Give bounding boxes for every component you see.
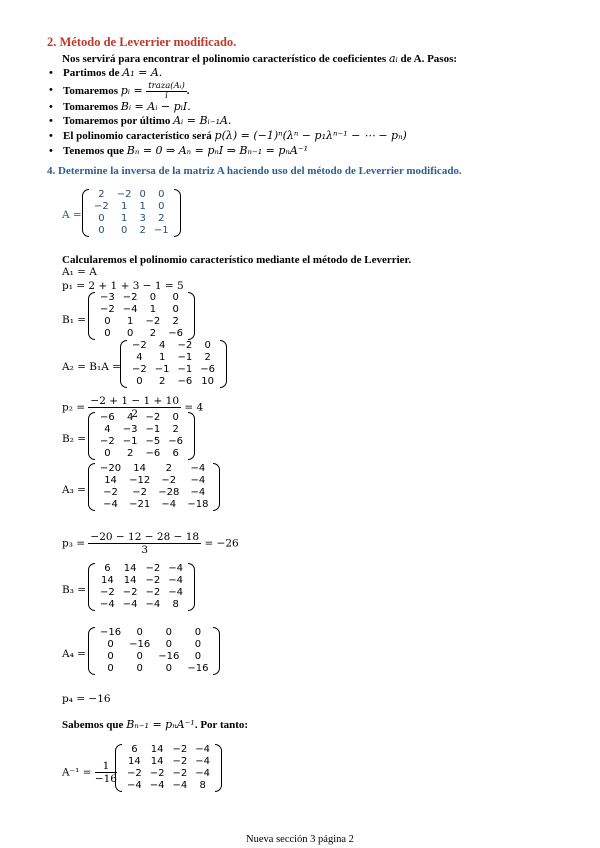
section-heading-leverrier: 2. Método de Leverrier modificado.	[47, 35, 237, 49]
matrix-cell: 0	[120, 225, 128, 236]
matrix-cell: 1	[120, 201, 128, 212]
matrix-right-paren	[188, 563, 195, 611]
matrix-B3	[88, 563, 195, 611]
matrix-cell: −4	[161, 499, 177, 510]
conclusion-math: Bₙ₋₁ = pₙA⁻¹	[126, 718, 195, 731]
step-item	[49, 100, 407, 115]
matrix-cell: −2	[127, 768, 142, 779]
step-text: Partimos de	[63, 67, 123, 79]
matrix-cell: −2	[116, 189, 132, 200]
step-item	[49, 81, 407, 100]
matrix-cell: 0	[107, 651, 114, 662]
matrix-cell: 1	[158, 352, 166, 363]
matrix-A4-label: A₄ =	[62, 648, 86, 660]
matrix-row	[96, 663, 212, 675]
matrix-row	[96, 463, 212, 475]
matrix-cell: 0	[107, 639, 114, 650]
matrix-row	[96, 316, 187, 328]
matrix-cell: 14	[123, 575, 137, 586]
matrix-cell: −4	[100, 599, 115, 610]
matrix-cell: 8	[172, 599, 179, 610]
matrix-cell: −1	[177, 352, 193, 363]
matrix-cell: 0	[136, 376, 143, 387]
matrix-A3	[88, 463, 220, 511]
matrix-cell: 2	[98, 189, 105, 200]
matrix-cell: −1	[154, 364, 170, 375]
matrix-row	[96, 563, 187, 575]
inverse-label: A⁻¹ =	[62, 766, 92, 779]
matrix-cell: 10	[201, 376, 214, 387]
matrix-cell: −2	[132, 340, 147, 351]
matrix-cell: 6	[104, 563, 111, 574]
matrix-right-paren	[188, 412, 195, 460]
matrix-cell: −16	[187, 663, 209, 674]
matrix-cell: −4	[190, 463, 206, 474]
matrix-cell: −4	[168, 563, 183, 574]
matrix-cell: −20	[100, 463, 122, 474]
matrix-cell: 14	[101, 575, 114, 586]
matrix-cell: −4	[127, 780, 142, 791]
eq-p3	[62, 531, 239, 556]
matrix-right-paren	[215, 744, 222, 792]
eq-A1: A₁ = A	[62, 266, 97, 278]
matrix-cell: −4	[122, 304, 138, 315]
matrix-cell: 4	[158, 340, 166, 351]
step-math: p(λ) = (−1)ⁿ(λⁿ − p₁λⁿ⁻¹ − ⋯ − pₙ)	[214, 129, 407, 143]
matrix-cell: −28	[158, 487, 180, 498]
step-text: Tenemos que	[63, 144, 127, 157]
calc-intro: Calcularemos el polinomio característico mediante el método de Leverrier.	[62, 254, 412, 266]
matrix-cell: −2	[145, 316, 161, 327]
matrix-cell: −2	[172, 768, 188, 779]
matrix-cell: −6	[168, 436, 183, 447]
matrix-right-paren	[188, 292, 195, 340]
step-item	[49, 129, 407, 144]
matrix-row	[128, 340, 219, 352]
matrix-cell: 2	[158, 213, 165, 224]
matrix-cell: −4	[190, 475, 206, 486]
matrix-cell: −5	[145, 436, 161, 447]
matrix-cell: 0	[139, 189, 146, 200]
matrix-row	[96, 328, 187, 340]
intro-text-b: de A. Pasos:	[397, 53, 458, 65]
matrix-cell: −2	[145, 587, 161, 598]
matrix-cell: −2	[145, 412, 161, 423]
matrix-cell: 6	[131, 744, 138, 755]
matrix-cell: 2	[165, 463, 172, 474]
matrix-row	[96, 575, 187, 587]
matrix-cell: −4	[195, 756, 210, 767]
matrix-cell: −2	[145, 563, 161, 574]
matrix-cell: 0	[98, 213, 105, 224]
matrix-A	[82, 189, 181, 237]
step-math: Bᵢ = Aᵢ − pᵢI.	[120, 99, 191, 113]
step-after: .	[186, 84, 190, 97]
matrix-cell: 0	[165, 663, 172, 674]
matrix-row	[128, 376, 219, 388]
matrix-row	[96, 475, 212, 487]
matrix-cell: −4	[122, 599, 138, 610]
matrix-cell: 14	[104, 475, 117, 486]
matrix-cell: 14	[150, 756, 164, 767]
matrix-cell: 0	[98, 225, 105, 236]
frac-den: 2	[131, 408, 139, 420]
p2-lhs: p₂ =	[62, 401, 86, 414]
matrix-cell: 0	[165, 639, 172, 650]
frac-den: −16	[94, 773, 117, 785]
matrix-cell: −6	[100, 412, 115, 423]
matrix-B1	[88, 292, 195, 340]
matrix-right-paren	[174, 189, 181, 237]
matrix-cell: 0	[104, 448, 111, 459]
matrix-cell: 2	[172, 424, 179, 435]
matrix-A2-label: A₂ = B₁A =	[62, 361, 121, 373]
frac-num: 1	[95, 760, 117, 773]
matrix-A2	[120, 340, 227, 388]
matrix-cell: −4	[168, 587, 183, 598]
matrix-left-paren	[88, 627, 95, 675]
matrix-cell: 4	[126, 412, 134, 423]
matrix-left-paren	[88, 292, 95, 340]
matrix-right-paren	[220, 340, 227, 388]
matrix-cell: −2	[172, 744, 188, 755]
matrix-cell: −2	[177, 340, 193, 351]
matrix-cell: 0	[126, 328, 134, 339]
matrix-cell: −18	[187, 499, 209, 510]
matrix-cell: −2	[132, 487, 148, 498]
conclusion-text-a: Sabemos que	[62, 719, 127, 731]
eq-p1: p₁ = 2 + 1 + 3 − 1 = 5	[62, 280, 184, 292]
matrix-cell: 14	[133, 463, 147, 474]
matrix-cell: 4	[136, 352, 143, 363]
matrix-cell: 0	[194, 651, 202, 662]
matrix-A-label: A =	[62, 209, 82, 221]
step-math: A₁ = A.	[122, 66, 163, 79]
intro-math-ai: aᵢ	[388, 52, 398, 65]
matrix-cell: −12	[129, 475, 151, 486]
matrix-cell: 1	[139, 201, 146, 212]
step-text: Tomaremos por último	[63, 115, 174, 128]
matrix-cell: −2	[94, 201, 109, 212]
matrix-cell: −2	[132, 364, 147, 375]
frac-num: −20 − 12 − 28 − 18	[90, 531, 200, 543]
matrix-cell: 0	[136, 663, 143, 674]
matrix-cell: −2	[100, 587, 115, 598]
matrix-cell: −6	[200, 364, 215, 375]
matrix-cell: −3	[100, 292, 115, 303]
matrix-cell: 2	[139, 225, 146, 236]
matrix-row	[96, 599, 187, 611]
matrix-row	[123, 780, 214, 792]
intro-text-a: Nos servirá para encontrar el polinomio característico de coeficientes	[62, 53, 389, 65]
matrix-cell: 0	[107, 663, 114, 674]
matrix-row	[90, 225, 173, 237]
frac-num: −2 + 1 − 1 + 10	[90, 395, 180, 407]
matrix-cell: −3	[122, 424, 138, 435]
matrix-row	[90, 189, 173, 201]
frac-den: 3	[141, 544, 149, 556]
matrix-cell: 1	[149, 304, 157, 315]
p3-fraction	[88, 531, 201, 556]
matrix-cell: 3	[139, 213, 146, 224]
matrix-cell: −6	[168, 328, 183, 339]
matrix-cell: 0	[136, 627, 143, 638]
matrix-row	[96, 651, 212, 663]
matrix-cell: −1	[177, 364, 193, 375]
matrix-left-paren	[88, 463, 95, 511]
matrix-cell: −4	[149, 780, 165, 791]
matrix-cell: 14	[150, 744, 164, 755]
matrix-row	[123, 756, 214, 768]
step-item	[49, 66, 407, 81]
matrix-cell: 0	[194, 639, 202, 650]
matrix-cell: −6	[177, 376, 193, 387]
step-fraction	[146, 82, 187, 101]
matrix-row	[96, 448, 187, 460]
p3-lhs: p₃ =	[62, 537, 86, 550]
matrix-right-paren	[213, 627, 220, 675]
p3-rhs: = −26	[204, 537, 239, 550]
matrix-cell: −4	[103, 499, 118, 510]
matrix-cell: 0	[172, 304, 179, 315]
matrix-left-paren	[82, 189, 89, 237]
matrix-cell: 2	[204, 352, 211, 363]
conclusion-text-b: . Por tanto:	[194, 719, 249, 731]
matrix-cell: 0	[158, 189, 165, 200]
p2-rhs: = 4	[184, 401, 204, 414]
matrix-cell: −4	[172, 780, 188, 791]
matrix-cell: −16	[100, 627, 122, 638]
matrix-row	[123, 744, 214, 756]
matrix-cell: 0	[172, 412, 179, 423]
matrix-cell: −16	[158, 651, 180, 662]
section-intro	[62, 52, 457, 65]
matrix-row	[96, 292, 187, 304]
matrix-A4	[88, 627, 220, 675]
inverse-fraction	[95, 760, 117, 785]
matrix-A-inverse	[115, 744, 222, 792]
matrix-cell: −2	[100, 436, 115, 447]
matrix-cell: 2	[172, 316, 179, 327]
matrix-cell: 0	[149, 292, 157, 303]
matrix-row	[128, 364, 219, 376]
step-math: Bₙ = 0 ⇒ Aₙ = pₙI ⇒ Bₙ₋₁ = pₙA⁻¹	[126, 143, 309, 157]
matrix-row	[90, 213, 173, 225]
matrix-row	[128, 352, 219, 364]
matrix-row	[96, 639, 212, 651]
frac-den: i	[165, 90, 168, 101]
matrix-cell: −2	[145, 575, 161, 586]
matrix-cell: −2	[122, 587, 138, 598]
matrix-cell: −2	[122, 292, 138, 303]
step-text: Tomaremos	[63, 84, 121, 97]
step-math: Aᵢ = Bᵢ₋₁A.	[173, 114, 232, 128]
matrix-B2	[88, 412, 195, 460]
matrix-row	[96, 424, 187, 436]
matrix-cell: −4	[190, 487, 206, 498]
matrix-cell: −2	[172, 756, 188, 767]
matrix-cell: 2	[158, 376, 166, 387]
matrix-cell: 4	[104, 424, 111, 435]
matrix-row	[96, 487, 212, 499]
matrix-right-paren	[213, 463, 220, 511]
matrix-A3-label: A₃ =	[62, 484, 86, 496]
matrix-row	[96, 436, 187, 448]
matrix-row	[96, 412, 187, 424]
matrix-cell: −6	[145, 448, 161, 459]
step-item	[49, 114, 407, 129]
matrix-cell: −21	[129, 499, 151, 510]
matrix-B1-label: B₁ =	[62, 314, 87, 326]
step-text: El polinomio característico será	[63, 130, 215, 143]
matrix-row	[90, 201, 173, 213]
matrix-cell: −2	[100, 304, 115, 315]
matrix-cell: 14	[128, 756, 141, 767]
matrix-cell: −1	[153, 225, 169, 236]
matrix-left-paren	[88, 563, 95, 611]
matrix-B3-label: B₃ =	[62, 584, 87, 596]
matrix-cell: 0	[158, 201, 165, 212]
matrix-left-paren	[115, 744, 122, 792]
matrix-cell: −2	[103, 487, 118, 498]
matrix-left-paren	[88, 412, 95, 460]
matrix-cell: −4	[195, 744, 210, 755]
step-text: Tomaremos	[63, 100, 121, 113]
matrix-cell: 0	[172, 292, 179, 303]
matrix-cell: 0	[104, 328, 111, 339]
matrix-row	[96, 587, 187, 599]
matrix-cell: 0	[136, 651, 143, 662]
matrix-cell: 2	[149, 328, 157, 339]
matrix-left-paren	[120, 340, 127, 388]
matrix-row	[96, 499, 212, 511]
matrix-row	[96, 304, 187, 316]
matrix-cell: 1	[126, 316, 134, 327]
matrix-cell: 0	[104, 316, 111, 327]
matrix-cell: −4	[168, 575, 183, 586]
matrix-cell: 0	[204, 340, 211, 351]
frac-num: traza(Aᵢ)	[148, 80, 185, 91]
matrix-row	[96, 627, 212, 639]
matrix-cell: −1	[145, 424, 161, 435]
step-item	[49, 144, 407, 159]
steps-list	[49, 66, 407, 158]
matrix-cell: −4	[195, 768, 210, 779]
eq-p4: p₄ = −16	[62, 693, 111, 705]
step-math: pᵢ =	[120, 83, 147, 97]
matrix-cell: −1	[122, 436, 138, 447]
matrix-cell: 8	[199, 780, 206, 791]
matrix-cell: −16	[129, 639, 151, 650]
matrix-cell: 6	[172, 448, 179, 459]
matrix-cell: −2	[161, 475, 177, 486]
matrix-cell: 14	[123, 563, 137, 574]
matrix-cell: 2	[126, 448, 134, 459]
matrix-cell: 0	[194, 627, 202, 638]
matrix-cell: 0	[165, 627, 172, 638]
section-heading-exercise: 4. Determine la inversa de la matriz A haciendo uso del método de Leverrier modificado.	[47, 165, 462, 177]
inverse-eq	[62, 760, 117, 785]
page-footer: Nueva sección 3 página 2	[246, 834, 354, 845]
matrix-row	[123, 768, 214, 780]
matrix-cell: −4	[145, 599, 161, 610]
matrix-cell: −2	[149, 768, 165, 779]
matrix-cell: 1	[120, 213, 128, 224]
conclusion	[62, 718, 248, 731]
matrix-B2-label: B₂ =	[62, 433, 87, 445]
